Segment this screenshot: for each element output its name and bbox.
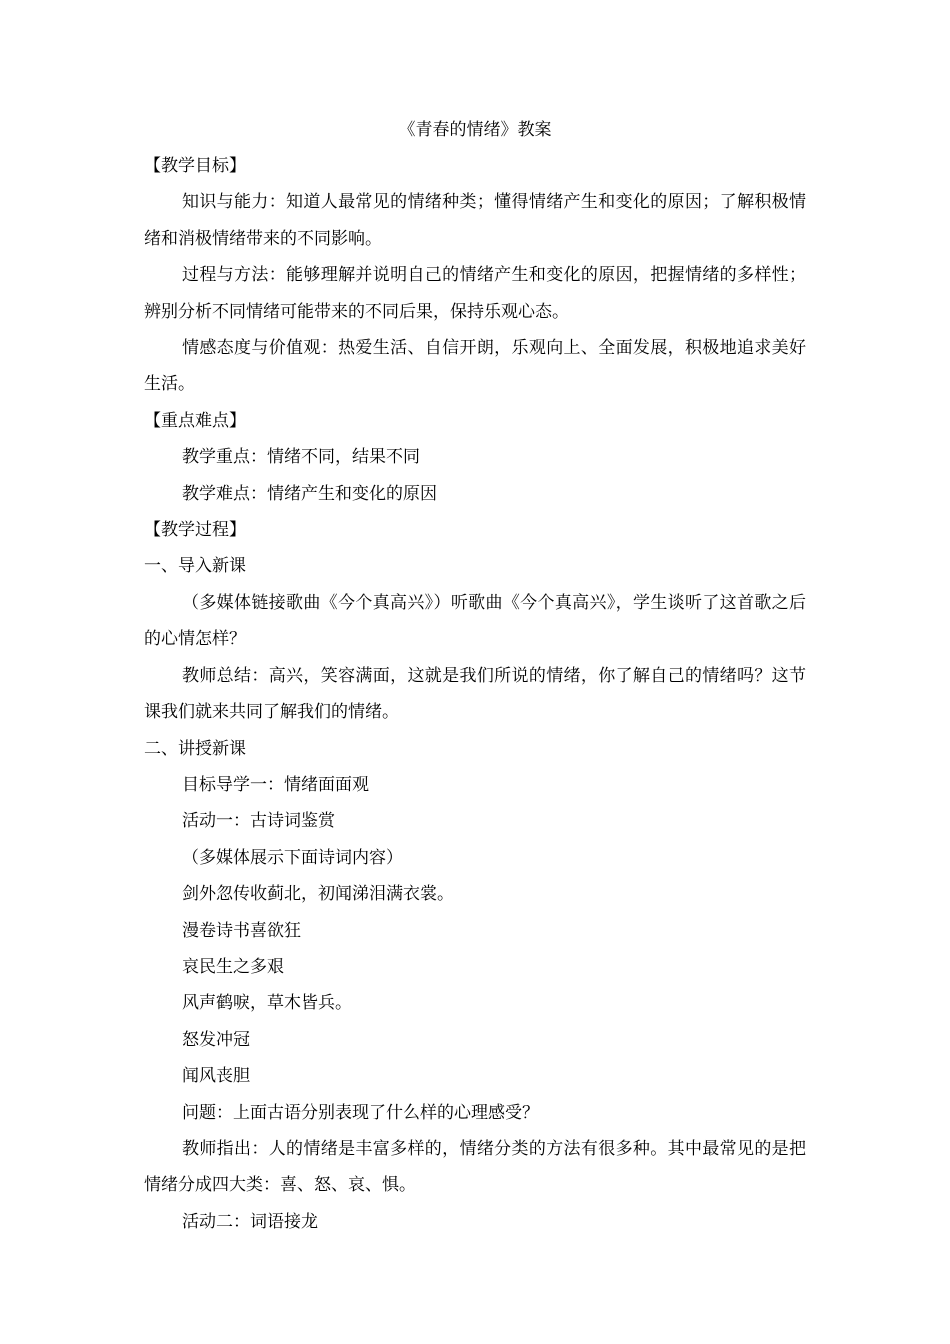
paragraph-goal-one: 目标导学一：情绪面面观 <box>182 774 369 795</box>
paragraph-activity-two: 活动二：词语接龙 <box>182 1211 318 1232</box>
section-heading-key-points: 【重点难点】 <box>144 410 246 431</box>
paragraph-question: 问题：上面古语分别表现了什么样的心理感受？ <box>182 1102 539 1123</box>
paragraph-process-method: 过程与方法：能够理解并说明自己的情绪产生和变化的原因，把握情绪的多样性；辨别分析不同情绪可能带来的不同后果，保持乐观心态。 <box>144 265 806 322</box>
paragraph-media-note: （多媒体展示下面诗词内容） <box>182 847 403 868</box>
paragraph-difficulty: 教学难点：情绪产生和变化的原因 <box>182 483 437 504</box>
paragraph-emotion-values: 情感态度与价值观：热爱生活、自信开朗，乐观向上、全面发展，积极地追求美好生活。 <box>144 338 806 395</box>
paragraph-focus: 教学重点：情绪不同，结果不同 <box>182 447 420 468</box>
document-title: 《青春的情绪》教案 <box>398 120 552 140</box>
poem-line: 哀民生之多艰 <box>182 956 284 977</box>
poem-line: 怒发冲冠 <box>182 1029 250 1050</box>
paragraph-activity-one: 活动一：古诗词鉴赏 <box>182 811 335 832</box>
paragraph-knowledge: 知识与能力：知道人最常见的情绪种类；懂得情绪产生和变化的原因；了解积极情绪和消极情绪带来的不同影响。 <box>144 192 806 249</box>
subheading-introduction: 一、导入新课 <box>144 556 246 577</box>
poem-line: 风声鹤唳，草木皆兵。 <box>182 993 352 1014</box>
paragraph-teacher-summary: 教师总结：高兴，笑容满面，这就是我们所说的情绪，你了解自己的情绪吗？这节课我们就来共同了解我们的情绪。 <box>144 665 806 723</box>
document-page <box>144 112 806 1240</box>
poem-line: 闻风丧胆 <box>182 1066 250 1087</box>
poem-line: 漫卷诗书喜欲狂 <box>182 920 301 941</box>
section-heading-process: 【教学过程】 <box>144 520 246 541</box>
section-heading-objectives: 【教学目标】 <box>144 156 246 176</box>
paragraph-teacher-note: 教师指出：人的情绪是丰富多样的，情绪分类的方法有很多种。其中最常见的是把情绪分成四大类：喜、怒、哀、惧。 <box>144 1138 806 1196</box>
paragraph-song: （多媒体链接歌曲《今个真高兴》）听歌曲《今个真高兴》，学生谈听了这首歌之后的心情怎样？ <box>144 592 806 650</box>
subheading-new-lesson: 二、讲授新课 <box>144 738 246 759</box>
poem-line: 剑外忽传收蓟北，初闻涕泪满衣裳。 <box>182 884 454 905</box>
